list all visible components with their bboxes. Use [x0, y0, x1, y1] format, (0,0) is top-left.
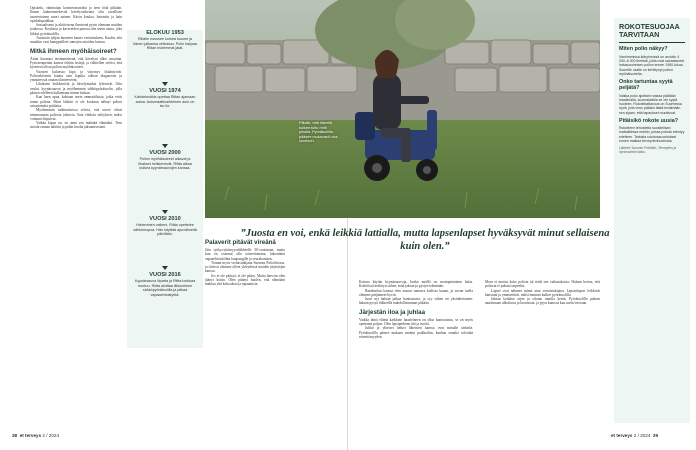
body-paragraph: Myöhemmin tutkimuksissa selvisi, että oireet olivat nimenomaan poliosta johtuvia. Sain vihdoin selityksen, miksi voimani hiipuivat. — [30, 108, 122, 121]
body-paragraph: Lapset ovat nähneet minut aina vertaistukijana. Lapsenlapset leikkivät kanssani ja ymmärtävät, miksi mummi kulkee pyörätuolilla. — [485, 288, 600, 297]
timeline-text: Polion myöhäisoireet alkavat ja lihakset heikkenevät. Riitta alkaa kulkea kyynärsauvojen kanssa. — [138, 157, 192, 171]
pull-quote: ”Juosta en voi, enkä leikkiä lattialla, mutta lapsenlapset hyväksyvät minut sellaisena kuin olen.” — [240, 228, 610, 252]
sidebar-answer: Vanhimmissa ikäryhmissä on arvioitu 4 000–6 000 ihmistä, joilla ovat sairastaneet halvausoireisen polion ennen 1960-lukua. Suurelle osalle on kehittynyt polion myöhäisoireita. — [619, 54, 685, 76]
folio-right — [611, 433, 658, 438]
timeline-text: Kyynärsauva liiparta ja Riitta lonkkaa murtuu. Riitta aloittaa liikkumisen sähköpyörätuolilla ja jatkaa vapaaehtoistyötä. — [134, 279, 196, 297]
body-paragraph: Äitini huomasi ensimmäisenä, että kävelyni alkoi muuttua. Fysioterapeutin kanssa tehtiin testejä, ja vähitellen selvisi, että kyseessä olivat polion myöhäisoireet. — [30, 56, 122, 70]
body-paragraph: Juhlat ja yhteiset hetket läheisten kanssa ovat minulle tärkeitä. Pyörätuolilla pääsee mukaan moniin paikkoihin, kunhan ennalta selvittää esteettömyyden. — [359, 326, 473, 339]
body-paragraph: Opiskelu, valmistuin kosmetonomiksi ja teen töitä pitkään. Ennen käänteentekevää kävelyvaikeutta olin tavallisen tasavertainen nuori nainen. Kävin koulua, harrastin ja hain opiskelupaikkaa. — [30, 6, 122, 23]
down-arrow-icon — [162, 210, 168, 214]
body-paragraph: Moni ei muista koko poliota tai tiedä sen vaikutuksista. Haluan kertoa, että poliosta ei puhuta tarpeeksi. — [485, 280, 600, 289]
section-heading: Palaverit pitävät vireänä — [205, 239, 276, 246]
body-paragraph: Tutustuin tyhjän huoneen kautta vertaistukeen. Kuulin, että muutkin ovat kamppailleet samojen asioiden kanssa. — [30, 36, 122, 45]
body-paragraph: Ramboolun kanssa olen asunut samassa kodissa kauan, ja suvun tuella olemme pärjänneet hyvin. — [359, 288, 473, 297]
body-paragraph: Juuri nyt haluan jatkaa kuntoutusta, ja syy siihen on yksinkertainen: haluan pysyä liikkeellä mahdollisimman pitkään. — [359, 297, 473, 306]
body-paragraph: Vaikka kipua on, en anna sen määrätä elämääni. Teen asioita omaan tahtiini ja pidän huolta jaksamisestani. — [30, 121, 122, 130]
body-paragraph: Toimin myös vertaistukijana Suomen Poliolittossa, ja tiiviisti olemme olleet yhteydessä muiden järjestöjen kanssa. — [205, 260, 285, 274]
feature-photo — [205, 0, 600, 218]
section-heading: Mitkä ihmeen myöhäisoireet? — [30, 47, 117, 55]
section-heading: Järjestän iloa ja juhlaa — [359, 308, 426, 316]
timeline-year: VUOSI 2000 — [149, 150, 181, 156]
photo-illustration — [205, 0, 600, 218]
page-number: 39 — [652, 433, 659, 438]
down-arrow-icon — [162, 82, 168, 86]
timeline-entry — [127, 210, 203, 237]
sidebar-question: Miten polio näkyy? — [619, 46, 668, 53]
timeline-year: VUOSI 2010 — [149, 216, 181, 222]
down-arrow-icon — [162, 266, 168, 270]
timeline-year: VUOSI 1974 — [149, 88, 181, 94]
page-number: 38 — [12, 433, 18, 438]
sidebar-question: Pitäisikö rokote uusia? — [619, 117, 679, 124]
magazine-name: et terveys — [19, 433, 42, 438]
right-text-column-b — [485, 280, 600, 423]
middle-text-column — [205, 236, 285, 422]
timeline-text: Hieiemmen valkeni, Riitta opettelee sähkömopoa. Hän käyttää apuvälineitä päivittäin. — [133, 223, 197, 237]
timeline-entry — [127, 82, 203, 109]
timeline-text: Kahdeksidöis opettaa Riitan ajamaan autoa. Automaattivaihteinen auto on iso ilo. — [134, 95, 196, 109]
body-paragraph: Jaksan kohdata arjen ja odotan innolla kesää. Pyörätuolilla pääsen nauttimaan ulkoilusta ja luonnosta, ja pyyn kumosa kuu usein toiviaan. — [485, 297, 600, 306]
body-paragraph: Lihakseni heikkenivät ja kävelymatkat lyhenivät. Otin avuksi kyynärsauvat ja myöhemmin sähköpyörätuolin, jolla pääsen edelleen kulkemaan minne haluan. — [30, 82, 122, 96]
body-paragraph: Vuosien kuluessa kipu ja väsymys lisääntyivät. Poliorekisterin kautta sain lopulta oikean diagnoosin ja ymmärrystä omaan tilanteeseeni. — [30, 69, 122, 83]
body-paragraph: Vaikka tämä elämä kaikkine haasteineen on ollut kuntoutusta, se on myös opettanut paljon. Olen lapsiperheen äiti ja isoäiti. — [359, 317, 473, 327]
sidebar-answer: Rokotteen tehosteita suositellaan matkaillessa maihin, joissa poliota esiintyy edelleen. Tarkista rokotussuositukset ennen matkaa terveydenhuollosta. — [619, 126, 685, 144]
down-arrow-icon — [162, 144, 168, 148]
issue-number: 2 / 2024 — [42, 433, 60, 438]
sidebar-question: Onko tartuntaa syytä peljätä? — [619, 79, 673, 92]
sidebar-answer: Vaikka polio ajoittain nostaa päätään maailmalla, suomalaisilla se ole syytä huoleen. Rokotekattavuus on Suomessa hyvä, jolla virus pääsisi tästä leviämään sen sijaan, että tapaukset muuttuvat. — [619, 93, 682, 115]
sidebar-title: ROKOTESUOJAA TARVITAAN — [619, 23, 685, 43]
timeline-year: VUOSI 2016 — [149, 272, 181, 278]
body-paragraph: Kun haen apua, kohtaan usein ammattilaisia, jotka eivät tunne poliota. Moni lääkäri ei ole koskaan nähnyt polion sairastanutta potilasta. — [30, 95, 122, 108]
folio-left — [12, 433, 59, 438]
timeline-entry — [127, 144, 203, 171]
timeline-entry — [127, 30, 203, 51]
issue-number: 2 / 2024 — [633, 433, 651, 438]
left-text-column — [30, 6, 122, 423]
timeline-entry — [127, 266, 203, 297]
body-paragraph: Kotona käytän kyynärsauvoja, koska meillä on mattopintainen lattia. Kotitöissä keskityn siihen, mitä jaksan ja pystyn tekemään. — [359, 280, 473, 289]
body-paragraph: Jäin työkyvyttömyyseläkkeelle 50-vuotiaana, mutta kun en osannut olla toimettomana, hakeuduin vapaaehtoistöihin kaupungille ja seurakuntaan. — [205, 248, 285, 261]
body-paragraph: Sosiaalisena ja aktiivisena ihmisenä pyrin olemaan muiden joukossa. Koulussa ja kavereiden parissa olin usein ainoa, joka liikkui pyörätuolilla. — [30, 23, 122, 36]
timeline-text: Riitalle noussee korkea kuume ja hänen jalkansa veltostuu. Polio haljuaa Riitan molemmat jalat. — [133, 37, 197, 51]
timeline-box — [127, 30, 203, 348]
timeline-year: ELOKUU 1953 — [146, 30, 184, 36]
info-sidebar — [614, 18, 690, 423]
magazine-name: et terveys — [611, 433, 633, 438]
body-paragraph: Jos ei ole pääsyä, ei ole pääsy. Mutta harvoin olen jäänyt kotiin. Olen pitänyt huolen, että elämääni mahtuu yhä kokouksia ja tapaamisia. — [205, 273, 285, 287]
right-text-column-a — [359, 280, 473, 423]
sidebar-sources: Lähteet: Suomen Poliolitto, Terveyden ja hyvinvoinnin laitos. — [619, 146, 677, 155]
photo-caption: Riitalle, että hänellä kulkee tuttu reitti pihalla. Pyörätuolilla pääsee mukavasti ulos luontoon. — [299, 121, 338, 144]
